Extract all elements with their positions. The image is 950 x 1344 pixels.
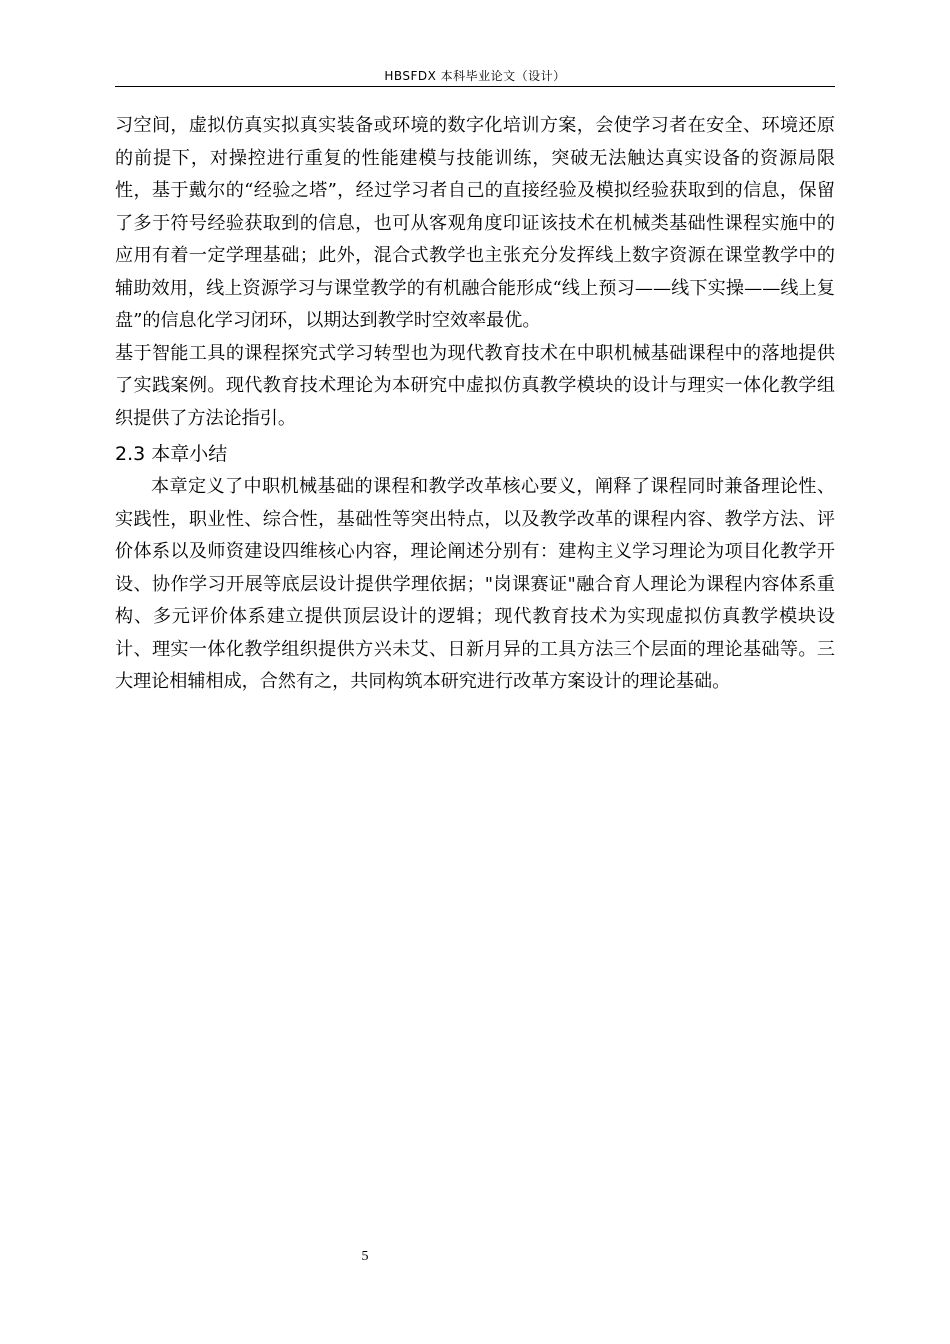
summary-paragraph: 本章定义了中职机械基础的课程和教学改革核心要义，阐释了课程同时兼备理论性、实践性，职业性、综合性，基础性等突出特点，以及教学改革的课程内容、教学方法、评价体系以及师资建设四维核心内容，理论阐述分别有：建构主义学习理论为项目化教学开设、协作学习开展等底层设计提供学理依据；"岗课赛证"融合育人理论为课程内容体系重构、多元评价体系建立提供顶层设计的逻辑；现代教育技术为实现虚拟仿真教学模块设计、理实一体化教学组织提供方兴未艾、日新月异的工具方法三个层面的理论基础等。三大理论相辅相成，合然有之，共同构筑本研究进行改革方案设计的理论基础。 xyxy=(115,476,835,692)
section-heading: 2.3 本章小结 xyxy=(115,443,228,465)
page-number: 5 xyxy=(361,1249,369,1264)
body-paragraph: 基于智能工具的课程探究式学习转型也为现代教育技术在中职机械基础课程中的落地提供了实践案例。现代教育技术理论为本研究中虚拟仿真教学模块的设计与理实一体化教学组织提供了方法论指引。 xyxy=(115,342,835,429)
running-header: HBSFDX 本科毕业论文（设计） xyxy=(384,69,566,83)
header-rule xyxy=(115,86,835,87)
page-body xyxy=(115,110,835,699)
body-paragraph-continued: 习空间，虚拟仿真实拟真实装备或环境的数字化培训方案，会使学习者在安全、环境还原的前提下，对操控进行重复的性能建模与技能训练，突破无法触达真实设备的资源局限性，基于戴尔的“经验之塔”，经过学习者自己的直接经验及模拟经验获取到的信息，保留了多于符号经验获取到的信息，也可从客观角度印证该技术在机械类基础性课程实施中的应用有着一定学理基础；此外，混合式教学也主张充分发挥线上数字资源在课堂教学中的辅助效用，线上资源学习与课堂教学的有机融合能形成“线上预习——线下实操——线上复盘”的信息化学习闭环，以期达到教学时空效率最优。 xyxy=(115,115,835,331)
